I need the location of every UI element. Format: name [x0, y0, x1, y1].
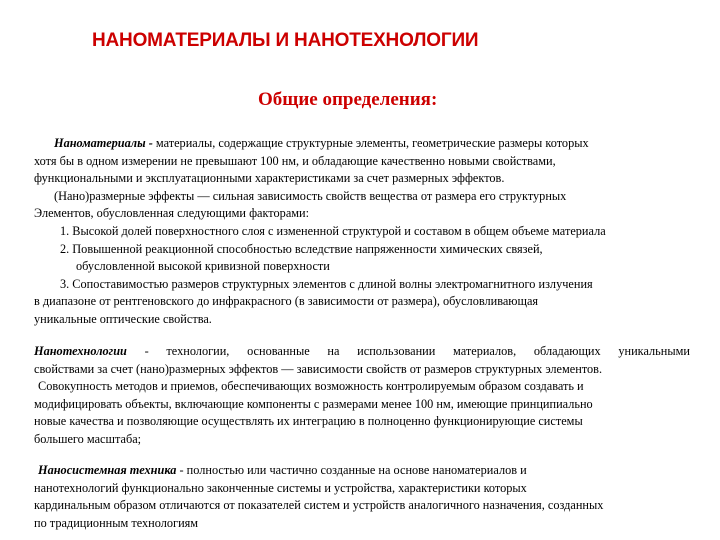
paragraph-line: уникальные оптические свойства. [34, 311, 212, 326]
term-nanomaterials: Наноматериалы - [54, 136, 153, 150]
paragraph-line: большего масштаба; [34, 431, 142, 446]
slide-subtitle: Общие определения: [258, 89, 438, 110]
paragraph-line [34, 343, 690, 361]
paragraph-line [34, 135, 690, 153]
section-nanomaterials [34, 135, 690, 329]
paragraph-line: хотя бы в одном измерении не превышают 100 нм, и обладающие качественно новыми свойствами, [34, 153, 556, 168]
paragraph-line: кардинальным образом отличаются от показателей систем и устройств аналогичного назначения, созданных [34, 498, 604, 513]
paragraph-line: нанотехнологий функционально законченные системы и устройства, характеристики которых [34, 480, 527, 495]
paragraph-line: Совокупность методов и приемов, обеспечивающих возможность контролируемым образом создавать и [38, 379, 584, 394]
list-item-continuation: обусловленной высокой кривизной поверхности [76, 259, 330, 274]
section-nanotechnologies [34, 343, 690, 449]
paragraph-line: (Нано)размерные эффекты — сильная зависимость свойств вещества от размера его структурных [54, 188, 567, 203]
paragraph-line: в диапазоне от рентгеновского до инфракрасного (в зависимости от размера), обусловливающая [34, 294, 539, 309]
paragraph-line: новые качества и позволяющие осуществлять их интеграцию в полноценно функционирующие системы [34, 414, 583, 429]
paragraph-line: модифицировать объекты, включающие компоненты с размерами менее 100 нм, имеющие принципиально [34, 396, 593, 411]
paragraph-line [34, 462, 690, 480]
list-item: 1. Высокой долей поверхностного слоя с измененной структурой и составом в общем объеме материала [60, 223, 606, 238]
term-nanosystem-engineering: Наносистемная техника [38, 463, 177, 477]
definition-text: - технологии, основанные на использовании материалов, обладающих уникальными [144, 344, 690, 358]
definition-text: материалы, содержащие структурные элементы, геометрические размеры которых [155, 136, 589, 150]
term-nanotechnologies: Нанотехнологии [34, 344, 127, 358]
definition-text: - полностью или частично созданные на основе наноматериалов и [179, 463, 527, 477]
list-item: 3. Сопоставимостью размеров структурных элементов с длиной волны электромагнитного излучения [60, 276, 593, 291]
slide-title: НАНОМАТЕРИАЛЫ И НАНОТЕХНОЛОГИИ [92, 30, 479, 51]
paragraph-line: Элементов, обусловленная следующими факторами: [34, 206, 310, 221]
paragraph-line: по традиционным технологиям [34, 515, 199, 530]
section-nanosystem-engineering [34, 462, 690, 532]
paragraph-line: функциональными и эксплуатационными характеристиками за счет размерных эффектов. [34, 171, 505, 186]
list-item: 2. Повышенной реакционной способностью вследствие напряженности химических связей, [60, 241, 543, 256]
paragraph-line: свойствами за счет (нано)размерных эффектов — зависимости свойств от размеров структурных элементов. [34, 361, 603, 376]
